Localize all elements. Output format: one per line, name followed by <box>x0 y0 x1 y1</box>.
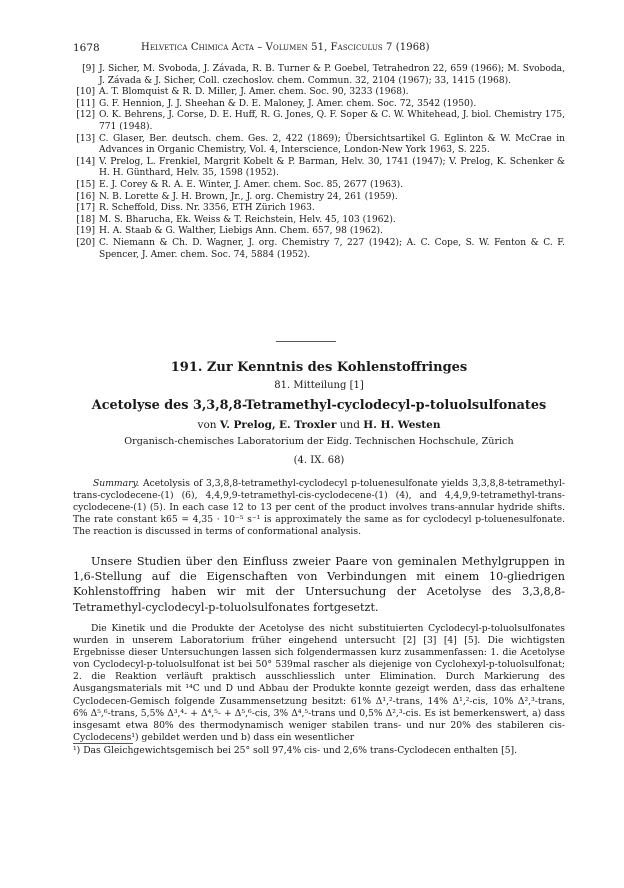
reference-item <box>73 238 565 261</box>
summary-label: Summary. <box>93 478 140 489</box>
journal-title: Helvetica Chimica Acta – Volumen 51, Fasciculus 7 (1968) <box>141 42 430 53</box>
summary-text: Acetolysis of 3,3,8,8-tetramethyl-cyclodecyl p-toluenesulfonate yields 3,3,8,8-tetramethyl-trans-cyclodecene-(1) (6), 4,4,9,9-tetramethyl-cis-cyclodecene-(1) (4), and 4,4,9,9-tetramethyl-trans-cyclodecene-(1) (5). In each case 12 to 13 per cent of the product involves trans-annular hydride shifts. The rate constant k65 = 4,35 · 10⁻⁵ s⁻¹ is approximately the same as for cyclodecyl p-toluenesulfonate. The reaction is discussed in terms of conformational analysis. <box>73 478 566 538</box>
reference-text: C. Glaser, Ber. deutsch. chem. Ges. 2, 422 (1869); Übersichtsartikel G. Eglinton & W. McCrae in Advances in Organic Chemistry, Vol. 4, Interscience, London-New York 1963, S. 225. <box>99 133 565 156</box>
authors-prefix: von <box>197 419 217 431</box>
reference-number: [18] <box>76 214 95 225</box>
reference-text: H. A. Staab & G. Walther, Liebigs Ann. Chem. 657, 98 (1962). <box>99 226 383 237</box>
article-date: (4. IX. 68) <box>293 455 345 466</box>
article-authors <box>73 419 565 431</box>
section-divider <box>276 341 336 342</box>
running-head <box>73 42 565 54</box>
reference-number: [11] <box>76 98 95 109</box>
reference-text: J. Sicher, M. Svoboda, J. Závada, R. B. Turner & P. Goebel, Tetrahedron 22, 659 (1966); M. Svoboda, J. Závada & J. Sicher, Coll. czechoslov. chem. Commun. 32, 2104 (1967); 33, 1415 (1968). <box>99 64 565 86</box>
reference-item <box>73 157 565 180</box>
reference-item <box>73 215 565 227</box>
author-prelog: V. Prelog, <box>219 419 276 431</box>
reference-number: [16] <box>76 191 95 202</box>
footnote: ¹) Das Gleichgewichtsgemisch bei 25° soll 97,4% cis- und 2,6% trans-Cyclodecen enthalten [5]. <box>73 745 518 756</box>
reference-item <box>73 203 565 215</box>
article-subtitle: 81. Mitteilung [1] <box>274 380 364 391</box>
article-main-title: Acetolyse des 3,3,8,8-Tetramethyl-cyclodecyl-p-toluolsulfonates <box>91 398 547 413</box>
author-troxler: E. Troxler <box>278 419 337 431</box>
reference-number: [13] <box>76 133 95 144</box>
reference-text: R. Scheffold, Diss. Nr. 3356, ETH Zürich 1963. <box>99 203 315 214</box>
reference-item <box>73 99 565 111</box>
reference-item <box>73 110 565 133</box>
authors-and: und <box>339 419 360 431</box>
page-number: 1678 <box>73 42 100 54</box>
reference-text: A. T. Blomquist & R. D. Miller, J. Amer. chem. Soc. 90, 3233 (1968). <box>99 87 409 98</box>
reference-item <box>73 87 565 99</box>
reference-list <box>73 64 565 261</box>
reference-number: [12] <box>76 110 95 121</box>
reference-number: [15] <box>76 179 95 190</box>
reference-item <box>73 134 565 157</box>
reference-number: [10] <box>76 87 95 98</box>
reference-text: C. Niemann & Ch. D. Wagner, J. org. Chemistry 7, 227 (1942); A. C. Cope, S. W. Fenton & C. F. Spencer, J. Amer. chem. Soc. 74, 5884 (1952). <box>99 237 565 260</box>
reference-item <box>73 226 565 238</box>
reference-text: G. F. Hennion, J. J. Sheehan & D. E. Maloney, J. Amer. chem. Soc. 72, 3542 (1950). <box>99 98 477 109</box>
reference-text: E. J. Corey & R. A. E. Winter, J. Amer. chem. Soc. 85, 2677 (1963). <box>99 179 404 190</box>
reference-number: [9] <box>82 64 95 74</box>
reference-number: [20] <box>76 237 95 248</box>
reference-text: O. K. Behrens, J. Corse, D. E. Huff, R. G. Jones, Q. F. Soper & C. W. Whitehead, J. biol. Chemistry 175, 771 (1948). <box>99 110 565 132</box>
article-institution: Organisch-chemisches Laboratorium der Eidg. Technischen Hochschule, Zürich <box>124 436 514 447</box>
reference-text: M. S. Bharucha, Ek. Weiss & T. Reichstein, Helv. 45, 103 (1962). <box>99 214 396 225</box>
lead-paragraph: Unsere Studien über den Einfluss zweier Paare von geminalen Methylgruppen in 1,6-Stellung auf die Eigenschaften von Verbindungen mit einem 10-gliedrigen Kohlenstoffring haben wir mit der Untersuchung der Acetolyse des 3,3,8,8-Tetramethyl-cyclodecyl-p-toluolsulfonates fortgesetzt. <box>73 555 565 614</box>
body-paragraph: Die Kinetik und die Produkte der Acetolyse des nicht substituierten Cyclodecyl-p-toluolsulfonates wurden in unserem Laboratorium früher eingehend untersucht [2] [3] [4] [5]. Die wichtigsten Ergebnisse dieser Untersuchungen lassen sich folgendermassen kurz zusammenfassen: 1. die Acetolyse von Cyclodecyl-p-toluolsulfonat ist bei 50° 539mal rascher als diejenige von Cyclohexyl-p-toluolsulfonat; 2. die Reaktion verläuft praktisch ausschliesslich unter Elimination. Durch Markierung des Ausgangsmaterials mit ¹⁴C und D und Abbau der Produkte konnte gezeigt werden, dass das erhaltene Cyclodecen-Gemisch folgende Zusammensetzung besitzt: 61% Δ¹,²-trans, 14% Δ¹,²-cis, 10% Δ²,³-trans, 6% Δ⁵,⁶-trans, 5,5% Δ³,⁴- + Δ⁴,⁵- + Δ⁵,⁶-cis, 3% Δ⁴,⁵-trans und 0,5% Δ²,³-cis. Es ist bemerkenswert, a) dass insgesamt etwa 80% des thermodynamisch weniger stabilen trans- und nur 20% des stabileren cis-Cyclodecens¹) gebildet werden und b) dass ein wesentlicher <box>73 623 565 743</box>
article-title: 191. Zur Kenntnis des Kohlenstoffringes <box>170 360 468 375</box>
reference-item <box>73 180 565 192</box>
reference-number: [14] <box>76 156 95 167</box>
reference-number: [17] <box>76 203 95 214</box>
author-westen: H. H. Westen <box>363 419 441 431</box>
reference-number: [19] <box>76 226 95 237</box>
footnote-rule <box>73 743 133 744</box>
reference-text: N. B. Lorette & J. H. Brown, Jr., J. org. Chemistry 24, 261 (1959). <box>99 191 398 202</box>
reference-text: V. Prelog, L. Frenkiel, Margrit Kobelt & P. Barman, Helv. 30, 1741 (1947); V. Prelog, K. Schenker & H. H. Günthard, Helv. 35, 1598 (1952). <box>99 156 565 179</box>
summary-paragraph <box>73 478 565 538</box>
reference-item <box>73 192 565 204</box>
reference-item <box>73 64 565 87</box>
